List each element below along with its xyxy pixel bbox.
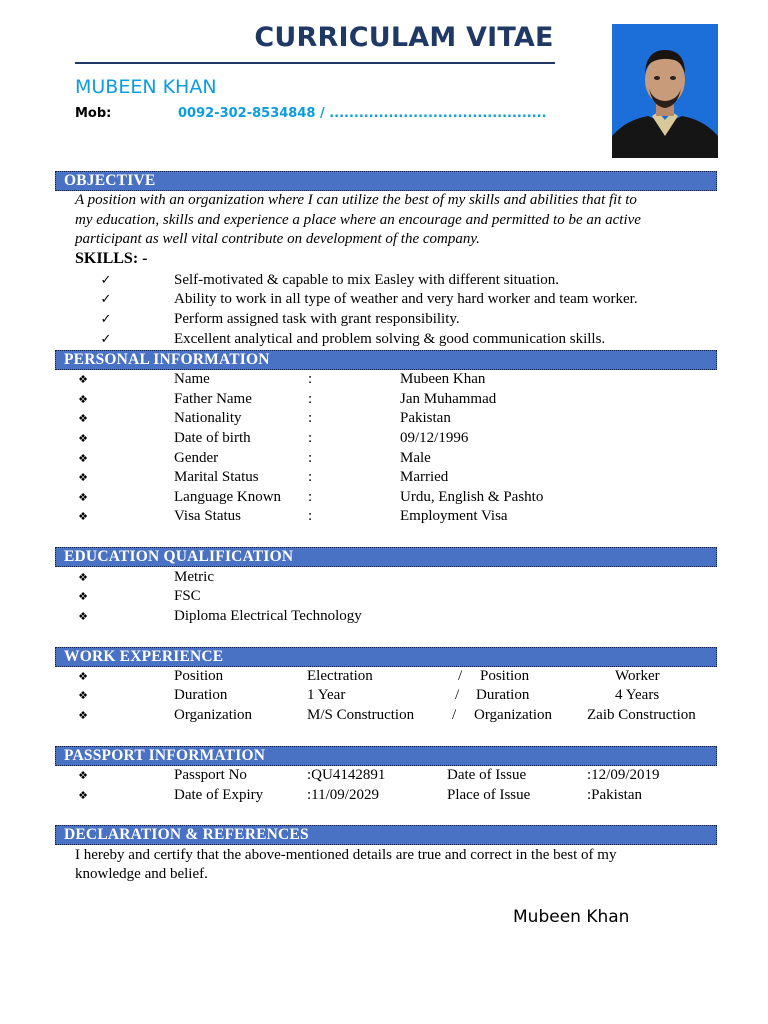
diamond-bullet-icon: ❖ — [78, 610, 88, 623]
diamond-bullet-icon: ❖ — [78, 432, 88, 445]
diamond-bullet-icon: ❖ — [78, 393, 88, 406]
passport-value: :QU4142891 — [307, 767, 386, 783]
title-underline — [75, 62, 555, 64]
personal-separator: : — [308, 371, 313, 387]
personal-label: Nationality — [174, 410, 242, 426]
personal-separator: : — [308, 391, 313, 407]
personal-label: Father Name — [174, 391, 252, 407]
personal-separator: : — [308, 469, 313, 485]
work-label-secondary: Position — [480, 668, 530, 684]
section-bar-objective — [55, 171, 717, 191]
diamond-bullet-icon: ❖ — [78, 491, 88, 504]
work-label: Organization — [174, 707, 253, 723]
passport-label: Passport No — [174, 767, 247, 783]
education-item: Metric — [174, 569, 214, 585]
work-value: 1 Year — [307, 687, 346, 703]
skills-label: SKILLS: - — [75, 250, 148, 267]
diamond-bullet-icon: ❖ — [78, 689, 88, 702]
education-item: FSC — [174, 588, 201, 604]
personal-value: Urdu, English & Pashto — [400, 489, 544, 505]
personal-value: Married — [400, 469, 449, 485]
personal-value: Male — [400, 450, 431, 466]
section-heading-personal: PERSONAL INFORMATION — [64, 351, 270, 368]
personal-separator: : — [308, 489, 313, 505]
passport-label: Date of Expiry — [174, 787, 264, 803]
passport-label-secondary: Place of Issue — [447, 787, 531, 803]
section-heading-work: WORK EXPERIENCE — [64, 648, 224, 665]
personal-separator: : — [308, 508, 313, 524]
section-bar-passport — [55, 746, 717, 766]
declaration-line: knowledge and belief. — [75, 866, 208, 882]
passport-value-secondary: :12/09/2019 — [587, 767, 660, 783]
check-icon: ✓ — [100, 273, 112, 288]
skill-item: Ability to work in all type of weather and very hard worker and team worker. — [174, 291, 638, 307]
personal-separator: : — [308, 410, 313, 426]
portrait-illustration — [612, 24, 718, 158]
work-separator: / — [452, 707, 457, 723]
diamond-bullet-icon: ❖ — [78, 590, 88, 603]
diamond-bullet-icon: ❖ — [78, 510, 88, 523]
work-value-secondary: Worker — [615, 668, 660, 684]
section-bar-personal — [55, 350, 717, 370]
objective-line: A position with an organization where I can utilize the best of my skills and abilities that fit to — [75, 192, 637, 208]
personal-value: 09/12/1996 — [400, 430, 469, 446]
personal-separator: : — [308, 430, 313, 446]
diamond-bullet-icon: ❖ — [78, 789, 88, 802]
signature-name: Mubeen Khan — [513, 907, 630, 927]
personal-value: Jan Muhammad — [400, 391, 497, 407]
diamond-bullet-icon: ❖ — [78, 670, 88, 683]
personal-separator: : — [308, 450, 313, 466]
work-value-secondary: 4 Years — [615, 687, 660, 703]
declaration-line: I hereby and certify that the above-mentioned details are true and correct in the best of my — [75, 847, 617, 863]
work-value: Electration — [307, 668, 373, 684]
section-heading-education: EDUCATION QUALIFICATION — [64, 548, 294, 565]
section-heading-passport: PASSPORT INFORMATION — [64, 747, 266, 764]
work-label-secondary: Organization — [474, 707, 553, 723]
diamond-bullet-icon: ❖ — [78, 471, 88, 484]
personal-value: Mubeen Khan — [400, 371, 486, 387]
section-bar-work — [55, 647, 717, 667]
personal-label: Language Known — [174, 489, 282, 505]
profile-photo — [612, 24, 718, 158]
section-heading-declaration: DECLARATION & REFERENCES — [64, 826, 309, 843]
work-separator: / — [458, 668, 463, 684]
diamond-bullet-icon: ❖ — [78, 373, 88, 386]
skill-item: Self-motivated & capable to mix Easley with different situation. — [174, 272, 560, 288]
work-value: M/S Construction — [307, 707, 415, 723]
personal-label: Marital Status — [174, 469, 259, 485]
work-label: Duration — [174, 687, 228, 703]
section-bar-education — [55, 547, 717, 567]
personal-label: Gender — [174, 450, 219, 466]
objective-line: participant as well vital contribute on development of the company. — [75, 231, 480, 247]
passport-label-secondary: Date of Issue — [447, 767, 527, 783]
mobile-label: Mob: — [75, 106, 112, 121]
section-bar-declaration — [55, 825, 717, 845]
objective-line: my education, skills and experience a place where an encourage and permitted to be an active — [75, 212, 641, 228]
work-separator: / — [455, 687, 460, 703]
personal-value: Employment Visa — [400, 508, 508, 524]
cv-title: CURRICULAM VITAE — [254, 22, 554, 53]
skill-item: Excellent analytical and problem solving & good communication skills. — [174, 331, 606, 347]
check-icon: ✓ — [100, 332, 112, 347]
personal-value: Pakistan — [400, 410, 451, 426]
passport-value: :11/09/2029 — [307, 787, 379, 803]
check-icon: ✓ — [100, 312, 112, 327]
section-heading-objective: OBJECTIVE — [64, 172, 156, 189]
diamond-bullet-icon: ❖ — [78, 769, 88, 782]
diamond-bullet-icon: ❖ — [78, 412, 88, 425]
skill-item: Perform assigned task with grant responsibility. — [174, 311, 460, 327]
diamond-bullet-icon: ❖ — [78, 571, 88, 584]
check-icon: ✓ — [100, 292, 112, 307]
passport-value-secondary: :Pakistan — [587, 787, 642, 803]
work-label-secondary: Duration — [476, 687, 530, 703]
work-label: Position — [174, 668, 224, 684]
diamond-bullet-icon: ❖ — [78, 452, 88, 465]
mobile-number: 0092-302-8534848 / ............................................ — [178, 106, 547, 121]
candidate-name: MUBEEN KHAN — [75, 76, 217, 98]
personal-label: Visa Status — [174, 508, 242, 524]
personal-label: Date of birth — [174, 430, 251, 446]
personal-label: Name — [174, 371, 210, 387]
diamond-bullet-icon: ❖ — [78, 709, 88, 722]
work-value-secondary: Zaib Construction — [587, 707, 696, 723]
education-item: Diploma Electrical Technology — [174, 608, 362, 624]
